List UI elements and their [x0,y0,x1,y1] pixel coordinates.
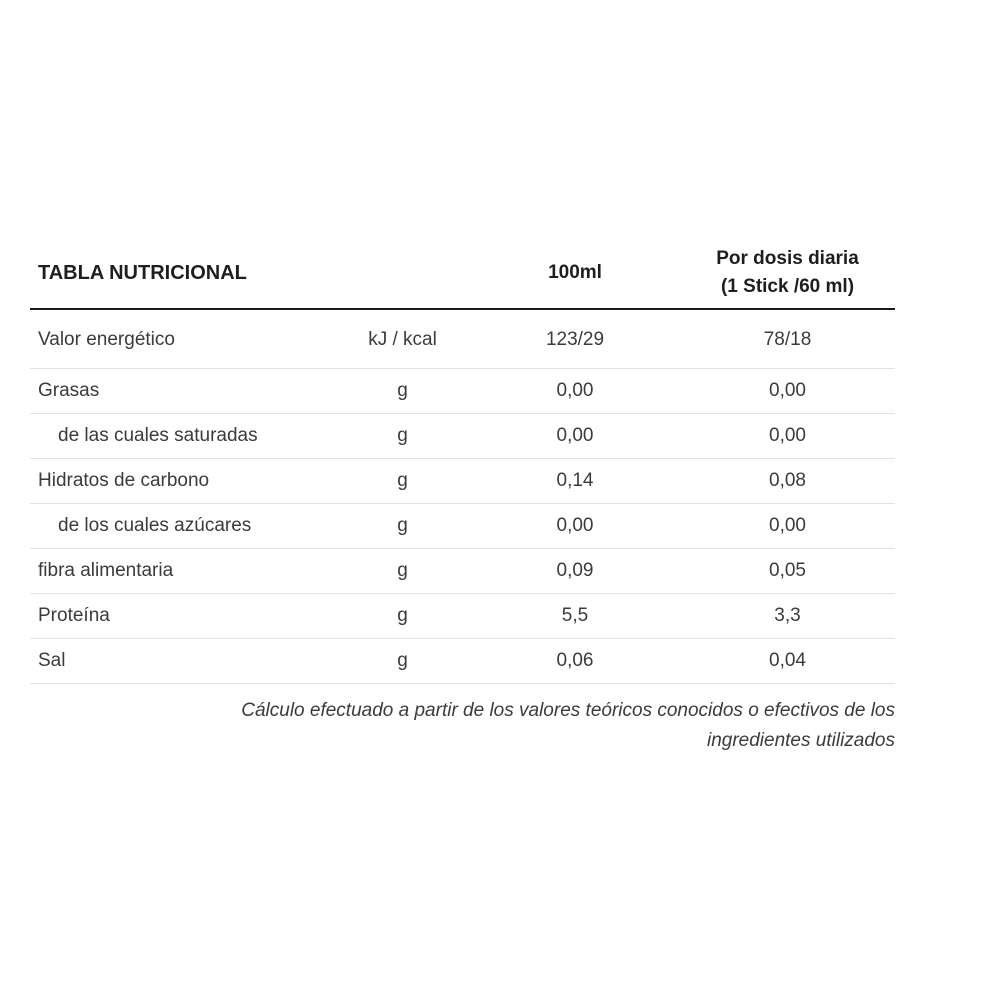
row-per100-value: 0,06 [470,639,680,684]
row-dose-value: 0,00 [680,414,895,459]
row-label: Grasas [30,369,335,414]
row-label: fibra alimentaria [30,549,335,594]
row-unit: g [335,459,470,504]
row-dose-value: 0,00 [680,369,895,414]
footnote-line1: Cálculo efectuado a partir de los valores teóricos conocidos o efectivos de los [241,700,895,721]
per-dose-column-header [680,238,895,309]
row-label: Valor energético [30,309,335,369]
table-row [30,639,895,684]
row-label: de las cuales saturadas [30,414,335,459]
footnote-line2: ingredientes utilizados [706,730,895,751]
row-unit: g [335,414,470,459]
row-unit: g [335,504,470,549]
table-row [30,369,895,414]
table-row [30,414,895,459]
row-unit: g [335,549,470,594]
nutrition-table-section [30,238,895,756]
per-dose-header-line2: (1 Stick /60 ml) [720,276,855,297]
header-row [30,238,895,309]
row-per100-value: 0,00 [470,504,680,549]
table-title: TABLA NUTRICIONAL [30,238,335,309]
row-per100-value: 0,00 [470,414,680,459]
row-unit: g [335,369,470,414]
row-dose-value: 0,04 [680,639,895,684]
row-dose-value: 0,08 [680,459,895,504]
row-label: de los cuales azúcares [30,504,335,549]
row-unit: kJ / kcal [335,309,470,369]
table-row [30,549,895,594]
table-row [30,594,895,639]
calculation-footnote [30,696,895,756]
row-dose-value: 78/18 [680,309,895,369]
row-dose-value: 3,3 [680,594,895,639]
row-dose-value: 0,05 [680,549,895,594]
per-dose-header-line1: Por dosis diaria [716,248,859,269]
row-per100-value: 0,00 [470,369,680,414]
row-dose-value: 0,00 [680,504,895,549]
row-unit: g [335,594,470,639]
row-per100-value: 123/29 [470,309,680,369]
row-per100-value: 0,09 [470,549,680,594]
row-label: Hidratos de carbono [30,459,335,504]
row-per100-value: 0,14 [470,459,680,504]
nutrition-table [30,238,895,684]
unit-column-header [335,238,470,309]
row-label: Sal [30,639,335,684]
table-row [30,459,895,504]
row-label: Proteína [30,594,335,639]
table-row [30,309,895,369]
per-100ml-column-header: 100ml [470,238,680,309]
table-row [30,504,895,549]
row-unit: g [335,639,470,684]
row-per100-value: 5,5 [470,594,680,639]
